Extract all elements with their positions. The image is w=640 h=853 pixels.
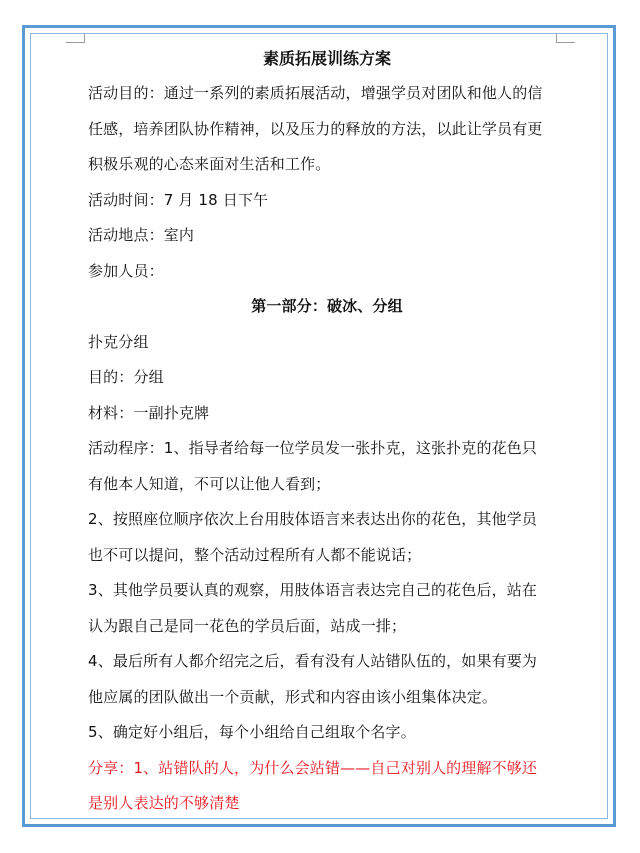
sharing-line-2: 是别人表达的不够清楚 bbox=[88, 794, 240, 812]
procedure-step-3-line-2: 认为跟自己是同一花色的学员后面，站成一排； bbox=[88, 616, 407, 635]
sharing-line-1: 分享：1、站错队的人，为什么会站错——自己对别人的理解不够还 bbox=[88, 758, 538, 777]
procedure-step-2-line-1: 2、按照座位顺序依次上台用肢体语言来表达出你的花色，其他学员 bbox=[88, 510, 538, 528]
document-title: 素质拓展训练方案 bbox=[262, 49, 391, 68]
activity-time: 活动时间：7 月 18 日下午 bbox=[88, 190, 269, 209]
activity-location: 活动地点：室内 bbox=[88, 226, 195, 244]
procedure-step-4-line-1: 4、最后所有人都介绍完之后，看有没有人站错队伍的，如果有要为 bbox=[88, 652, 538, 670]
procedure-step-1-line-2: 有他本人知道，不可以让他人看到； bbox=[88, 474, 331, 493]
section-heading-part-one: 第一部分：破冰、分组 bbox=[251, 297, 403, 315]
procedure-step-5: 5、确定好小组后，每个小组给自己组取个名字。 bbox=[88, 723, 416, 741]
participants: 参加人员： bbox=[88, 261, 164, 280]
crop-mark-top-left bbox=[66, 34, 85, 43]
procedure-step-2-line-2: 也不可以提问，整个活动过程所有人都不能说话； bbox=[88, 545, 422, 564]
procedure-step-4-line-2: 他应属的团队做出一个贡献，形式和内容由该小组集体决定。 bbox=[88, 687, 498, 706]
document-body bbox=[88, 42, 566, 822]
activity-name: 扑克分组 bbox=[88, 332, 149, 351]
procedure-step-1-line-1: 活动程序：1、指导者给每一位学员发一张扑克，这张扑克的花色只 bbox=[88, 439, 538, 457]
purpose-line-1: 活动目的：通过一系列的素质拓展活动，增强学员对团队和他人的信 bbox=[88, 84, 543, 102]
purpose-line-2: 任感，培养团队协作精神，以及压力的释放的方法，以此让学员有更 bbox=[88, 119, 543, 138]
activity-materials: 材料：一副扑克牌 bbox=[88, 403, 210, 422]
procedure-step-3-line-1: 3、其他学员要认真的观察，用肢体语言表达完自己的花色后，站在 bbox=[88, 581, 538, 599]
activity-purpose: 目的：分组 bbox=[88, 368, 164, 386]
purpose-line-3: 积极乐观的心态来面对生活和工作。 bbox=[88, 155, 331, 173]
